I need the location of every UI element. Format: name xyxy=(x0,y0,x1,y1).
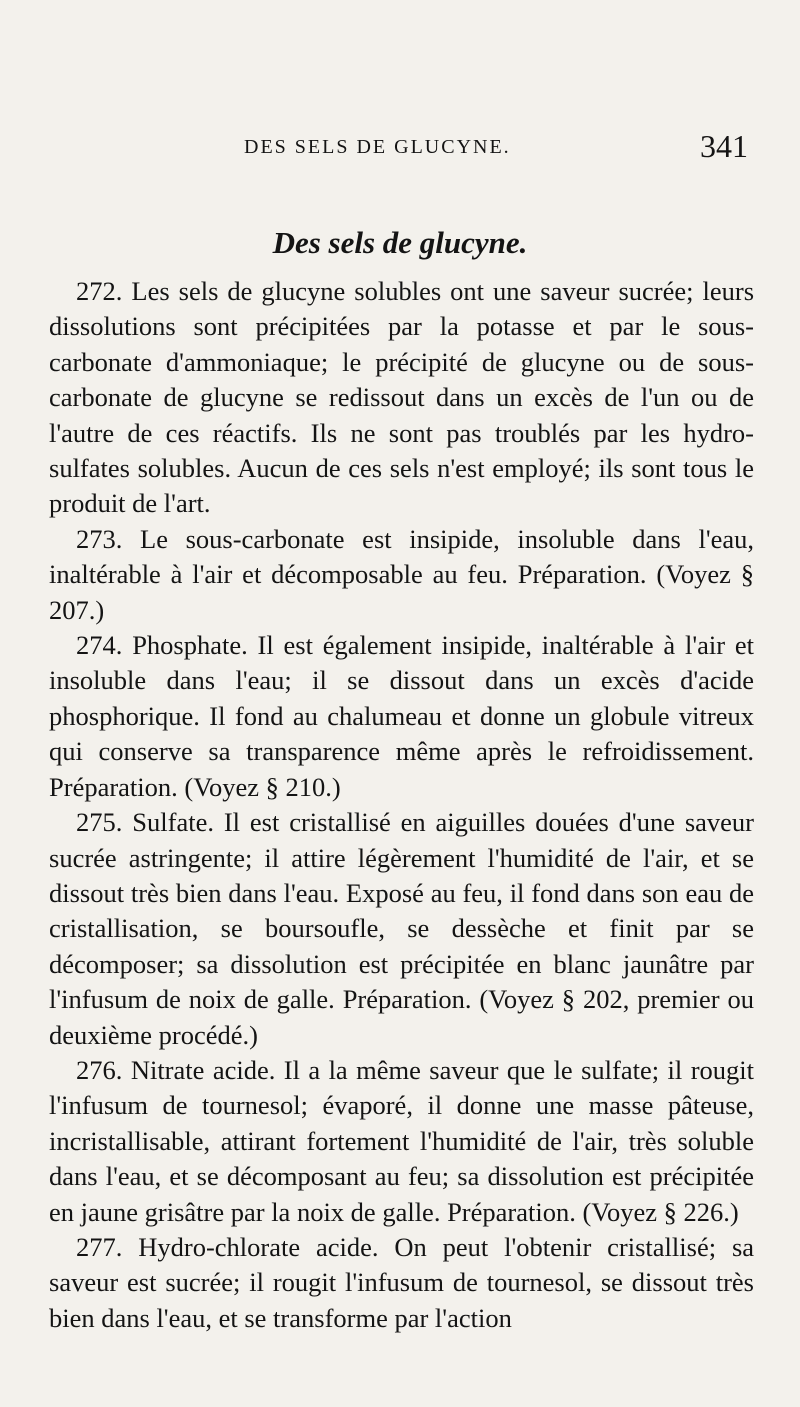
paragraph-number: 273. xyxy=(76,523,123,554)
paragraph-number: 277. xyxy=(76,1231,123,1262)
paragraph-text: Sulfate. Il est cristallisé en aiguilles douées d'une saveur sucrée astringente; il attire légèrement l'humidité de l'air, et se dissout très bien dans l'eau. Exposé au feu, il fond dans son eau de cristallisation, se boursoufle, se dessèche et finit par se décomposer; sa dissolution est précipitée en blanc jaunâtre par l'infusum de noix de galle. Préparation. (Voyez § 202, premier ou deuxième procédé.) xyxy=(49,807,755,1050)
paragraph-number: 274. xyxy=(76,630,123,661)
running-header xyxy=(0,128,800,172)
page-number: 341 xyxy=(700,128,748,164)
running-title: DES SELS DE GLUCYNE. xyxy=(244,136,511,158)
paragraph-276 xyxy=(49,1053,754,1230)
paragraph-275 xyxy=(49,805,754,1053)
paragraph-274 xyxy=(49,628,754,805)
section-title: Des sels de glucyne. xyxy=(272,224,528,260)
paragraph-text: Les sels de glucyne solubles ont une saveur sucrée; leurs dissolutions sont précipitées par la potasse et par le sous-carbonate d'ammoniaque; le précipité de glucyne ou de sous-carbonate de glucyne se redissout dans un excès de l'un ou de l'autre de ces réactifs. Ils ne sont pas troublés par les hydro-sulfates solubles. Aucun de ces sels n'est employé; ils sont tous le produit de l'art. xyxy=(49,276,755,519)
paragraph-text: Le sous-carbonate est insipide, insoluble dans l'eau, inaltérable à l'air et décomposable au feu. Préparation. (Voyez § 207.) xyxy=(49,523,754,625)
paragraph-277 xyxy=(49,1230,754,1336)
paragraph-number: 272. xyxy=(76,276,123,306)
paragraph-text: Hydro-chlorate acide. On peut l'obtenir cristallisé; sa saveur est sucrée; il rougit l'infusum de tournesol, se dissout très bien dans l'eau, et se transforme par l'action xyxy=(49,1231,755,1333)
paragraph-number: 275. xyxy=(76,807,123,838)
paragraph-number: 276. xyxy=(76,1054,123,1085)
paragraph-272 xyxy=(49,274,754,522)
paragraph-273 xyxy=(49,522,754,628)
body-text xyxy=(49,274,754,1336)
paragraph-text: Nitrate acide. Il a la même saveur que le sulfate; il rougit l'infusum de tournesol; évaporé, il donne une masse pâteuse, incristallisable, attirant fortement l'humidité de l'air, très soluble dans l'eau, et se décomposant au feu; sa dissolution est précipitée en jaune grisâtre par la noix de galle. Préparation. (Voyez § 226.) xyxy=(49,1054,755,1227)
paragraph-text: Phosphate. Il est également insipide, inaltérable à l'air et insoluble dans l'eau; il se dissout dans un excès d'acide phosphorique. Il fond au chalumeau et donne un globule vitreux qui conserve sa transparence même après le refroidissement. Préparation. (Voyez § 210.) xyxy=(49,630,755,802)
